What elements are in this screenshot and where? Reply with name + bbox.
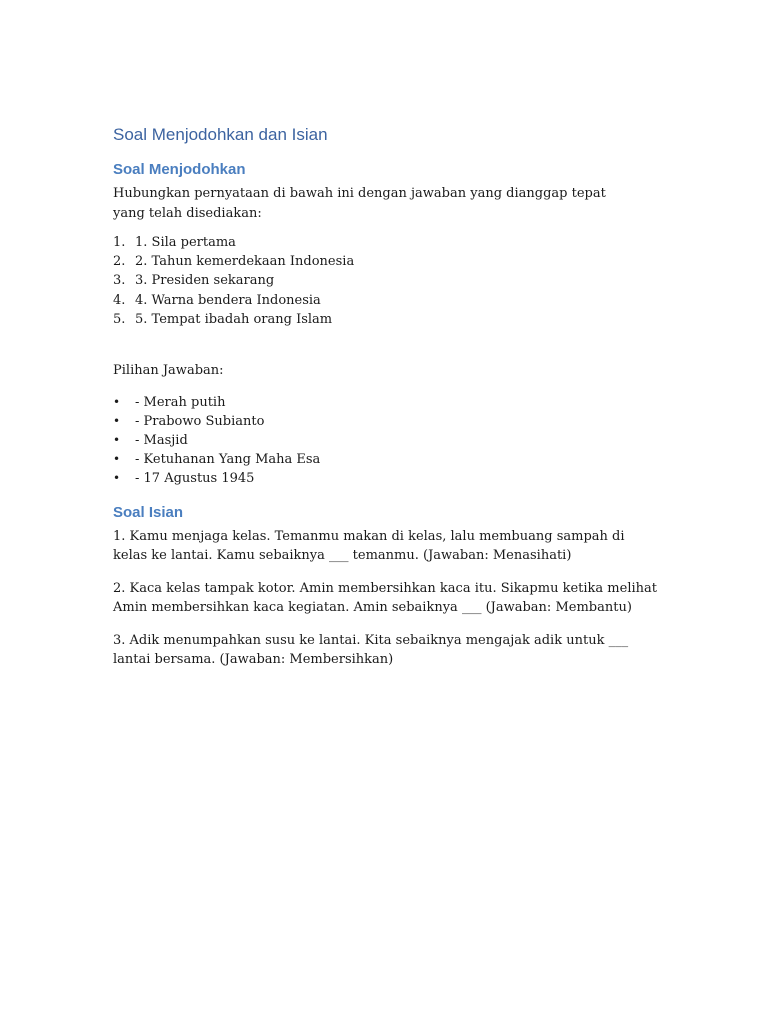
matching-instruction: Hubungkan pernyataan di bawah ini dengan jawaban yang dianggap tepat yang telah disediakan:: [113, 186, 606, 221]
matching-list: [113, 233, 673, 329]
list-text: 4. Warna bendera Indonesia: [135, 292, 321, 308]
fill-question: 2. Kaca kelas tampak kotor. Amin membersihkan kaca itu. Sikapmu ketika melihat Amin membersihkan kaca kegiatan. Amin sebaiknya ___ (Jawaban: Membantu): [113, 580, 657, 616]
choices-list: [113, 393, 673, 489]
document-title: Soal Menjodohkan dan Isian: [113, 125, 328, 144]
list-item: [113, 393, 673, 412]
bullet-icon: •: [113, 394, 121, 409]
list-item: [113, 291, 673, 310]
list-text: - Ketuhanan Yang Maha Esa: [135, 452, 321, 468]
list-text: - 17 Agustus 1945: [135, 471, 255, 487]
fill-heading: Soal Isian: [113, 503, 184, 521]
bullet-icon: •: [113, 432, 121, 447]
list-text: 5. Tempat ibadah orang Islam: [135, 311, 333, 327]
list-text: - Merah putih: [135, 394, 226, 410]
document-page: [113, 124, 673, 670]
list-text: 3. Presiden sekarang: [135, 273, 275, 289]
choices-label: Pilihan Jawaban:: [113, 363, 224, 379]
list-number: 3.: [113, 273, 126, 289]
list-item: [113, 252, 673, 271]
matching-heading: Soal Menjodohkan: [113, 161, 246, 178]
list-text: 2. Tahun kemerdekaan Indonesia: [135, 254, 355, 270]
list-item: [113, 469, 673, 488]
list-item: [113, 271, 673, 290]
bullet-icon: •: [113, 471, 121, 486]
list-number: 5.: [113, 311, 126, 327]
list-number: 1.: [113, 235, 126, 250]
list-text: - Masjid: [135, 432, 188, 448]
fill-question: 1. Kamu menjaga kelas. Temanmu makan di kelas, lalu membuang sampah di kelas ke lantai. Kamu sebaiknya ___ temanmu. (Jawaban: Menasihati): [113, 528, 625, 564]
fill-question: 3. Adik menumpahkan susu ke lantai. Kita sebaiknya mengajak adik untuk ___ lantai bersama. (Jawaban: Membersihkan): [113, 632, 629, 668]
list-number: 4.: [113, 292, 126, 308]
list-text: - Prabowo Subianto: [135, 413, 265, 429]
bullet-icon: •: [113, 413, 121, 428]
bullet-icon: •: [113, 452, 121, 467]
list-item: [113, 450, 673, 469]
list-item: [113, 431, 673, 450]
list-number: 2.: [113, 254, 126, 270]
list-item: [113, 310, 673, 329]
list-text: 1. Sila pertama: [135, 235, 236, 250]
list-item: [113, 412, 673, 431]
list-item: [113, 233, 673, 252]
